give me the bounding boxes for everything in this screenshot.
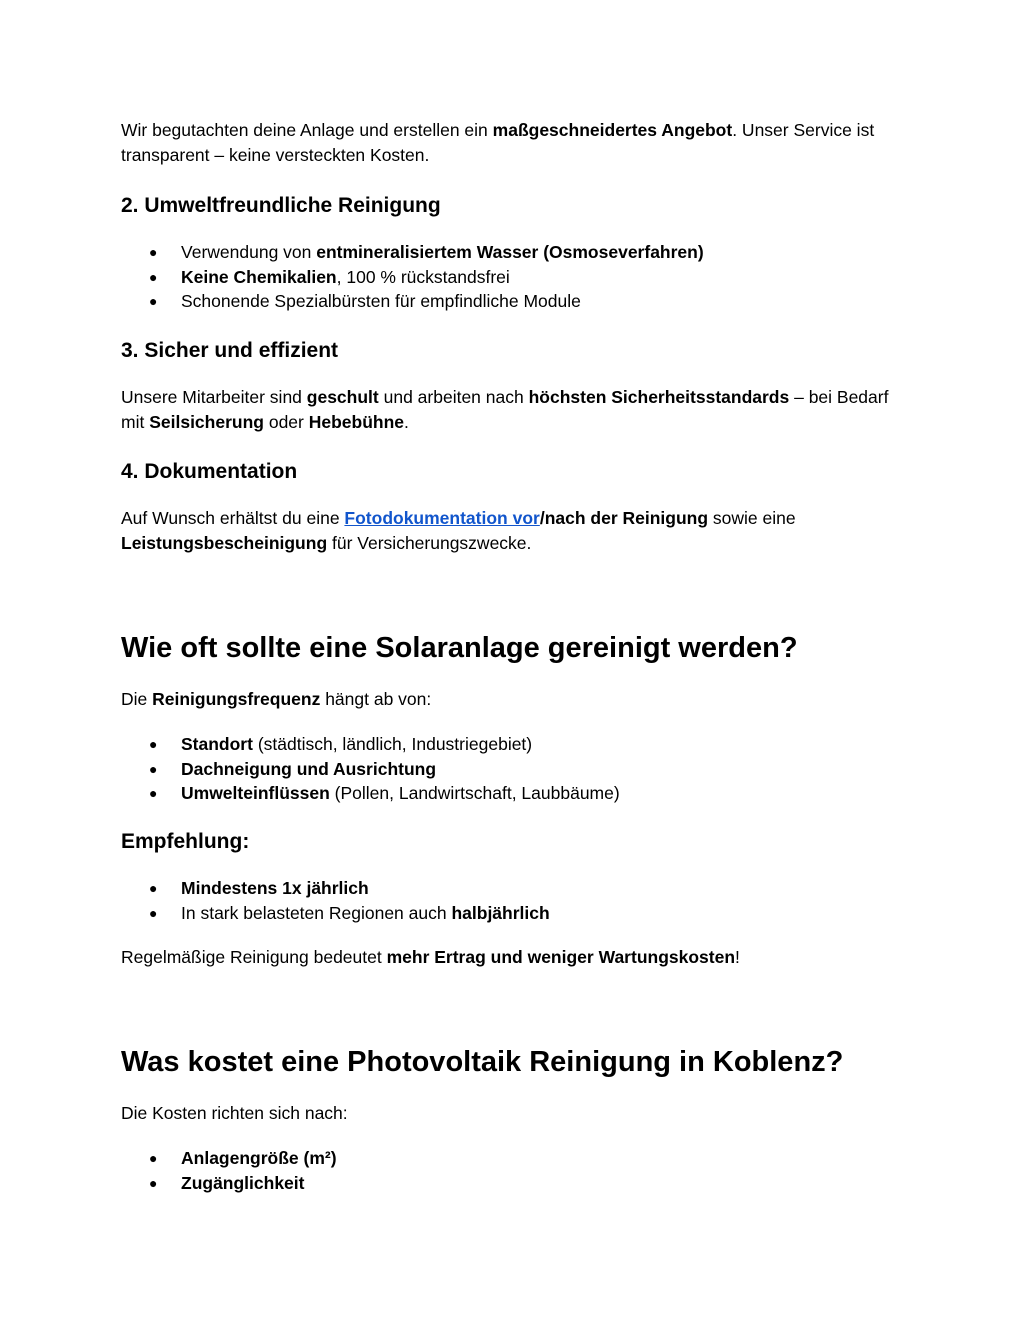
list-item-text: Schonende Spezialbürsten für empfindliche Module: [181, 291, 581, 311]
section-3-text-5: .: [404, 411, 409, 432]
section-3-bold-4: Hebebühne: [308, 411, 405, 432]
bullet-icon: ●: [149, 880, 158, 896]
section-3-bold-1: geschult: [306, 387, 379, 407]
bullet-icon: ●: [149, 268, 158, 285]
list-item-bold: Umwelteinflüssen: [181, 783, 330, 803]
section-4-paragraph: [121, 506, 901, 555]
section-4-text-3: für Versicherungszwecke.: [327, 532, 532, 553]
list-item-bold: Mindestens 1x jährlich: [181, 878, 369, 898]
frequency-text-1: Die: [121, 689, 153, 709]
recommendation-text-1: Regelmäßige Reinigung bedeutet: [121, 947, 387, 967]
intro-text-2: . Unser Service ist transparent – keine versteckten Kosten.: [121, 120, 875, 165]
list-item: [121, 732, 901, 757]
list-item-bold: entmineralisiertem Wasser (Osmoseverfahren): [316, 242, 704, 262]
section-3-bold-3: Seilsicherung: [149, 411, 264, 432]
bullet-icon: ●: [149, 293, 158, 309]
intro-paragraph: [121, 118, 901, 167]
bullet-icon: ●: [149, 244, 158, 260]
list-item: [121, 757, 901, 782]
recommendation-paragraph: [121, 945, 901, 970]
section-4-bold-1: /nach der Reinigung: [539, 508, 709, 528]
frequency-intro: [121, 687, 901, 712]
bullet-icon: ●: [149, 1150, 158, 1166]
frequency-heading-block: [121, 630, 901, 666]
list-item: [121, 781, 901, 806]
bullet-icon: ●: [149, 785, 158, 801]
recommendation-list: [121, 876, 901, 925]
list-item-bold: Standort: [181, 734, 253, 754]
section-2-list-block: [121, 240, 901, 314]
cost-intro: [121, 1101, 901, 1126]
section-3-bold-2: höchsten Sicherheitsstandards: [528, 387, 790, 407]
list-item: [121, 265, 901, 290]
cost-heading-block: [121, 1044, 901, 1080]
bullet-icon: ●: [149, 736, 158, 752]
recommendation-text-2: !: [735, 947, 740, 967]
intro-text-1: Wir begutachten deine Anlage und erstellen ein: [121, 120, 493, 140]
cost-intro-text: Die Kosten richten sich nach:: [121, 1103, 348, 1123]
list-item-bold: Keine Chemikalien: [181, 266, 337, 287]
list-item: [121, 876, 901, 901]
cost-heading: Was kostet eine Photovoltaik Reinigung in Koblenz?: [121, 1046, 844, 1078]
recommendation-heading: Empfehlung:: [121, 830, 250, 853]
recommendation-bold-1: mehr Ertrag und weniger Wartungskosten: [386, 947, 736, 967]
list-item: [121, 901, 901, 926]
frequency-list-block: [121, 732, 901, 806]
section-2-heading-block: [121, 193, 901, 219]
section-3-heading: 3. Sicher und effizient: [121, 339, 339, 362]
recommendation-list-block: [121, 876, 901, 925]
section-4-heading: 4. Dokumentation: [121, 460, 298, 483]
section-3-text-1: Unsere Mitarbeiter sind: [121, 387, 307, 407]
list-item-bold: Zugänglichkeit: [181, 1172, 305, 1193]
list-item-text: In stark belasteten Regionen auch: [181, 902, 452, 923]
frequency-text-2: hängt ab von:: [320, 689, 432, 709]
section-2-list: [121, 240, 901, 314]
list-item: [121, 1146, 901, 1171]
cost-list: [121, 1146, 901, 1195]
list-item-bold: Anlagengröße (m²): [181, 1148, 337, 1168]
section-3-heading-block: [121, 338, 901, 364]
list-item-bold: halbjährlich: [451, 902, 550, 923]
frequency-heading: Wie oft sollte eine Solaranlage gereinigt werden?: [121, 632, 798, 664]
bullet-icon: ●: [149, 1174, 158, 1191]
list-item: [121, 240, 901, 265]
list-item-text: Verwendung von: [181, 242, 317, 262]
section-2-heading: 2. Umweltfreundliche Reinigung: [121, 194, 441, 217]
bullet-icon: ●: [149, 760, 158, 777]
photo-documentation-link[interactable]: Fotodokumentation vor: [344, 508, 540, 528]
section-4-text-1: Auf Wunsch erhältst du eine: [121, 508, 345, 528]
list-item: [121, 289, 901, 314]
section-4-heading-block: [121, 459, 901, 485]
list-item-bold: Dachneigung und Ausrichtung: [181, 758, 437, 779]
intro-bold-offer: maßgeschneidertes Angebot: [492, 120, 733, 140]
section-3-paragraph: [121, 385, 901, 434]
section-3-text-4: oder: [263, 411, 309, 432]
list-item-text: (Pollen, Landwirtschaft, Laubbäume): [329, 783, 620, 803]
list-item-text: (städtisch, ländlich, Industriegebiet): [252, 734, 533, 754]
section-3-text-3: – bei Bedarf mit: [121, 387, 889, 432]
list-item: [121, 1171, 901, 1196]
section-4-bold-2: Leistungsbescheinigung: [121, 532, 328, 553]
cost-list-block: [121, 1146, 901, 1195]
frequency-list: [121, 732, 901, 806]
bullet-icon: ●: [149, 904, 158, 921]
frequency-bold-1: Reinigungsfrequenz: [152, 689, 321, 709]
section-4-text-2: sowie eine: [708, 508, 796, 528]
recommendation-heading-block: [121, 829, 901, 855]
section-3-text-2: und arbeiten nach: [378, 387, 529, 407]
list-item-text: , 100 % rückstandsfrei: [336, 266, 510, 287]
